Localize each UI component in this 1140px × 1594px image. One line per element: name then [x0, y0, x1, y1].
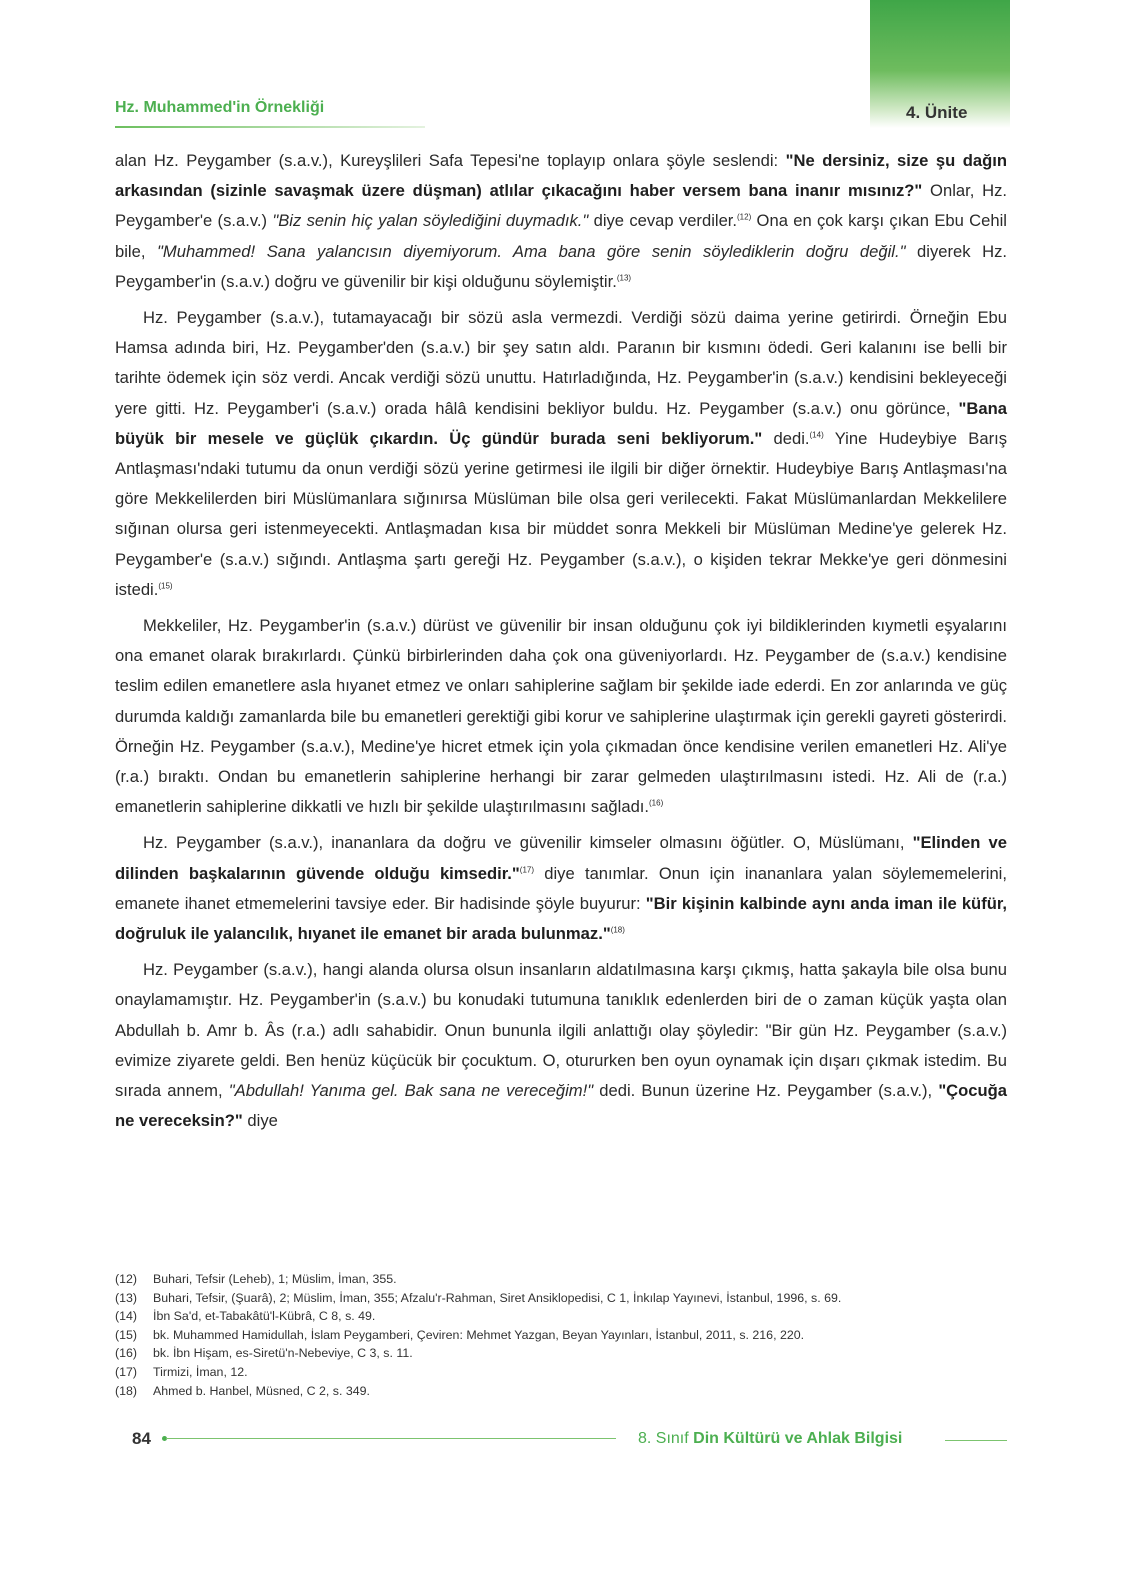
unit-label: 4. Ünite: [906, 103, 968, 122]
quote-italic: "Abdullah! Yanıma gel. Bak sana ne vereceğim!": [228, 1081, 594, 1101]
footnote-ref: (12): [737, 212, 752, 222]
footnote-number: (12): [115, 1272, 138, 1286]
paragraph: [115, 611, 1007, 822]
footnote-ref: (16): [649, 798, 664, 808]
book-subject: Din Kültürü ve Ahlak Bilgisi: [693, 1430, 903, 1447]
paragraph: [115, 146, 1007, 297]
text-run: Hz. Peygamber (s.a.v.), hangi alanda olursa olsun insanların aldatılmasına karşı çıkmış, hatta şakayla bile olsa bunu onaylamamıştır. Hz. Peygamber'in (s.a.v.) bu konudaki tutumuna tanıklık edenlerden biri de o zaman küçük yaşta olan Abdullah b. Amr b. Âs (r.a.) adlı sahabidir. Onun bununla ilgili anlattığı olay şöyledir: "Bir gün Hz. Peygamber (s.a.v.) evimize ziyarete geldi. Ben henüz küçücük bir çocuktum. O, otururken ben oyun oynamak için dışarı çıkmak istedim. Bu sırada annem,: [115, 960, 1007, 1101]
text-run: dedi. Bunun üzerine Hz. Peygamber (s.a.v.),: [593, 1081, 939, 1101]
footnote-text: bk. İbn Hişam, es-Siretü'n-Nebeviye, C 3, s. 11.: [153, 1346, 413, 1361]
quote-bold: "Ne dersiniz, size şu dağın arkasından (sizinle savaşmak üzere düşman) atlılar çıkacağını haber versem bana inanır mısınız?": [115, 151, 1008, 201]
text-run: Yine Hudeybiye Barış Antlaşması'ndaki tutumu da onun verdiği sözü yerine getirmesi ile ilgili bir diğer örnektir. Hudeybiye Barış Antlaşması'na göre Mekkelilerden biri Müslümanlara sığınırsa Müslüman bile olsa geri verilecekti. Fakat Müslümanlardan Mekkelilere sığınan olursa geri istenmeyecekti. Antlaşmadan kısa bir müddet sonra Mekkeli bir Müslüman Medine'ye gelerek Hz. Peygamber'e (s.a.v.) sığındı. Antlaşma şartı gereği Hz. Peygamber (s.a.v.), o kişiden tekrar Mekke'ye geri dönmesini istedi.: [115, 428, 1008, 599]
footnote: [115, 1382, 1015, 1401]
body-text: [115, 146, 1007, 1143]
paragraph: [115, 828, 1007, 949]
footnote-ref: (15): [158, 581, 173, 591]
page-number: 84: [132, 1429, 151, 1448]
footnote-text: Tirmizi, İman, 12.: [153, 1364, 248, 1379]
text-run: Hz. Peygamber (s.a.v.), tutamayacağı bir sözü asla vermezdi. Verdiği sözü daima yerine getirirdi. Örneğin Ebu Hamsa adında biri, Hz. Peygamber'den (s.a.v.) bir şey satın aldı. Paranın bir kısmını ödedi. Geri kalanını ise belli bir tarihte ödemek için söz verdi. Ancak verdiği sözü unuttu. Hatırladığında, Hz. Peygamber'in (s.a.v.) kendisini bekleyeceği yere gitti. Hz. Peygamber'i (s.a.v.) orada hâlâ kendisini bekliyor buldu. Hz. Peygamber (s.a.v.) onu görünce,: [115, 308, 1007, 418]
quote-italic: "Muhammed! Sana yalancısın diyemiyorum. Ama bana göre senin söylediklerin doğru değil.": [157, 241, 906, 261]
text-run: diye tanımlar. Onun için inananlara yalan söylememelerini, emanete ihanet etmemelerini tavsiye eder. Bir hadisinde şöyle buyurur:: [115, 863, 1007, 913]
footnote-ref: (18): [610, 925, 625, 935]
footnote: [115, 1344, 1015, 1363]
footnote-ref: (17): [519, 865, 535, 875]
text-run: dedi.: [762, 428, 810, 448]
footnote-number: (15): [115, 1327, 138, 1342]
quote-bold: "Elinden ve dilinden başkalarının güvende olduğu kimsedir.": [115, 833, 1007, 883]
book-title: [638, 1430, 902, 1448]
footnote-text: Buhari, Tefsir (Leheb), 1; Müslim, İman, 355.: [153, 1272, 397, 1286]
footnote-ref: (13): [616, 273, 632, 283]
chapter-title: Hz. Muhammed'in Örnekliği: [115, 99, 325, 116]
footnotes: [115, 1270, 1015, 1400]
quote-italic: "Biz senin hiç yalan söylediğini duymadık.": [272, 211, 589, 231]
footnote-number: (18): [115, 1383, 138, 1398]
footnote-number: (16): [115, 1346, 138, 1361]
footnote-text: Ahmed b. Hanbel, Müsned, C 2, s. 349.: [153, 1383, 370, 1398]
text-run: diye: [242, 1111, 278, 1131]
footnote-number: (17): [115, 1364, 138, 1379]
text-run: diye cevap verdiler.: [588, 211, 738, 231]
footnote: [115, 1289, 1015, 1308]
text-run: Ona en çok karşı çıkan Ebu Cehil bile,: [115, 211, 1007, 261]
footnote-text: bk. Muhammed Hamidullah, İslam Peygamberi, Çeviren: Mehmet Yazgan, Beyan Yayınları, İstanbul, 2011, s. 216, 220.: [153, 1327, 805, 1342]
paragraph: [115, 303, 1007, 605]
quote-bold: "Bana büyük bir mesele ve güçlük çıkardın. Üç gündür burada seni bekliyorum.": [115, 398, 1007, 448]
footer-rule: [166, 1438, 616, 1439]
footnote-text: İbn Sa'd, et-Tabakâtü'l-Kübrâ, C 8, s. 49.: [153, 1309, 376, 1324]
footnote: [115, 1326, 1015, 1345]
footnote-number: (13): [115, 1290, 138, 1305]
text-run: Hz. Peygamber (s.a.v.), inananlara da doğru ve güvenilir kimseler olmasını öğütler. O, Müslümanı,: [143, 833, 913, 853]
footnote-ref: (14): [809, 430, 824, 440]
footer-rule: [945, 1440, 1007, 1441]
quote-bold: "Çocuğa ne vereceksin?": [115, 1081, 1008, 1131]
book-grade: 8. Sınıf: [638, 1430, 689, 1447]
footnote-text: Buhari, Tefsir, (Şuarâ), 2; Müslim, İman, 355; Afzalu'r-Rahman, Siret Ansiklopedisi, C 1, İnkılap Yayınevi, İstanbul, 1996, s. 69.: [153, 1290, 842, 1305]
footnote: [115, 1363, 1015, 1382]
text-run: Mekkeliler, Hz. Peygamber'in (s.a.v.) dürüst ve güvenilir bir insan olduğunu çok iyi bildiklerinden kıymetli eşyalarını ona emanet olarak bırakırlardı. Çünkü birbirlerinden daha çok ona güveniyorlardı. Hz. Peygamber de (s.a.v.) kendisine teslim edilen emanetlere asla hıyanet etmez ve onları sahiplerine sağlam bir şekilde iade ederdi. En zor anlarında ve güç durumda kaldığı zamanlarda bile bu emanetleri gerektiği gibi korur ve sahiplerine ulaştırmak için gerekli gayreti gösterirdi. Örneğin Hz. Peygamber (s.a.v.), Medine'ye hicret etmek için yola çıkmadan önce kendisine verilen emanetleri Hz. Ali'ye (r.a.) bıraktı. Ondan bu emanetlerin sahiplerine herhangi bir zarar gelmeden ulaştırılmasını istedi. Hz. Ali de (r.a.) emanetlerin sahiplerine dikkatli ve hızlı bir şekilde ulaştırılmasını sağladı.: [115, 616, 1007, 817]
text-run: diyerek Hz. Peygamber'in (s.a.v.) doğru ve güvenilir bir kişi olduğunu söylemiştir.: [115, 241, 1008, 291]
footnote-number: (14): [115, 1309, 138, 1324]
text-run: alan Hz. Peygamber (s.a.v.), Kureyşlileri Safa Tepesi'ne toplayıp onlara şöyle seslendi:: [115, 151, 786, 170]
text-run: Onlar, Hz. Peygamber'e (s.a.v.): [115, 181, 1008, 231]
quote-bold: "Bir kişinin kalbinde aynı anda iman ile küfür, doğruluk ile yalancılık, hıyanet ile emanet bir arada bulunmaz.": [115, 893, 1008, 944]
footnote: [115, 1270, 1015, 1289]
title-underline: [115, 126, 425, 128]
paragraph: [115, 955, 1007, 1136]
footnote: [115, 1307, 1015, 1326]
